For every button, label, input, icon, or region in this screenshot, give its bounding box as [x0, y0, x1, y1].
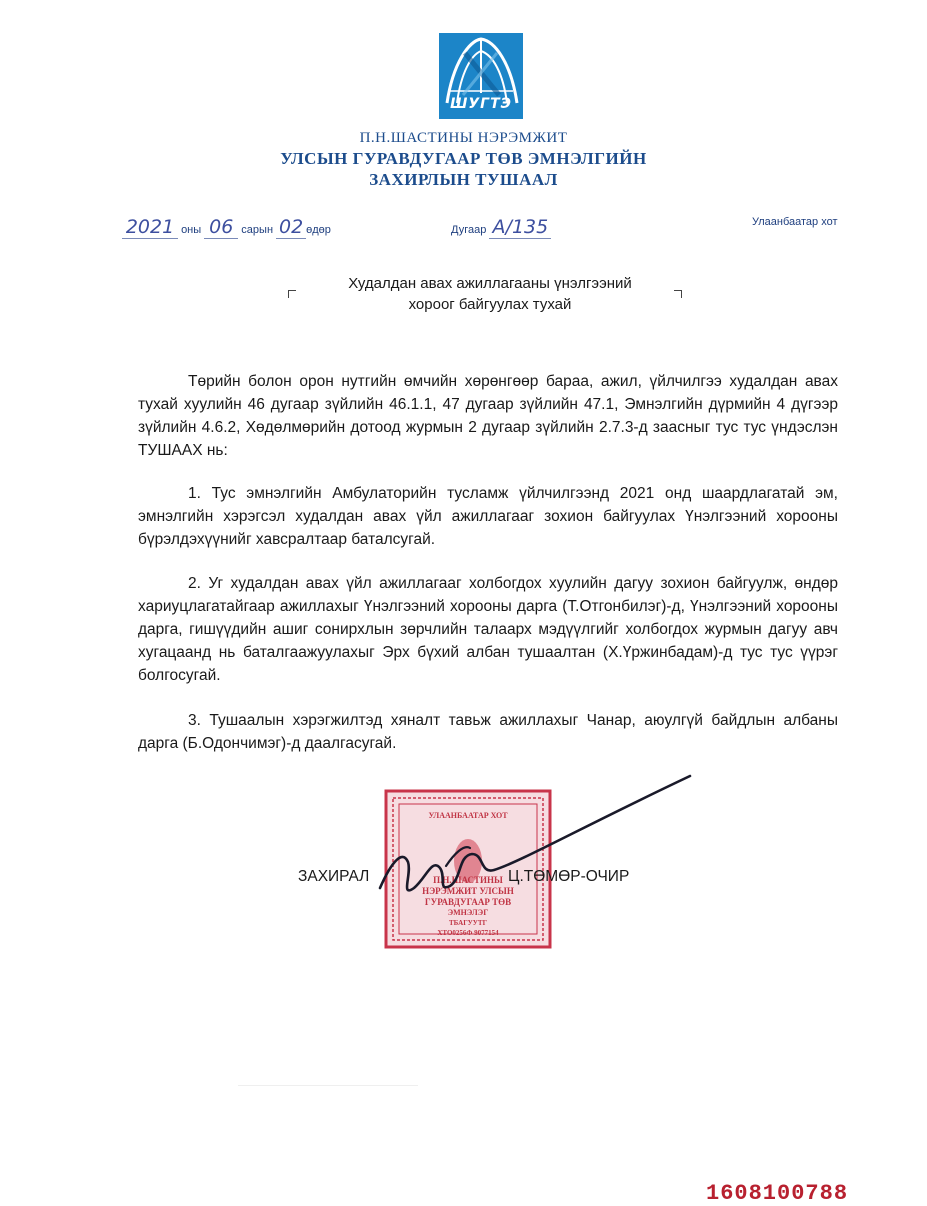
- handwritten-signature-icon: [350, 770, 710, 910]
- stamp-line-6: ХТО0256Ф 9077154: [437, 929, 499, 937]
- preamble-paragraph: Төрийн болон орон нутгийн өмчийн хөрөнгөөр бараа, ажил, үйлчилгээ худалдан авах тухай хуулийн 46 дугаар зүйлийн 46.1.1, 47 дугаар зүйлийн 47.1, Эмнэлгийн дүрмийн 4 дүгээр зүйлийн 4.6.2, Хөдөлмөрийн дотоод журмын 2 дугаар зүйлийн 2.7.3-д заасныг тус тус үндэслэн ТУШААХ нь:: [138, 373, 838, 459]
- date-month-suffix: сарын: [241, 224, 274, 236]
- subject-line-1: Худалдан авах ажиллагааны үнэлгээний: [348, 275, 632, 292]
- order-item-3: 3. Тушаалын хэрэгжилтэд хяналт тавьж ажиллахыг Чанар, аюулгүй байдлын албаны дарга (Б.Одончимэг)-д даалгасугай.: [138, 712, 838, 752]
- header-line-3: ЗАХИРЛЫН ТУШААЛ: [369, 170, 558, 189]
- order-subject: [300, 273, 680, 315]
- order-number-row: [451, 216, 551, 239]
- stamp-line-4: ЭМНЭЛЭГ: [447, 908, 489, 917]
- show-through-marks: [238, 1085, 418, 1114]
- date-month: 06: [204, 216, 238, 239]
- date-day-suffix: өдөр: [306, 224, 331, 236]
- subject-corner-left: [288, 290, 296, 298]
- date-year-suffix: оны: [181, 224, 202, 236]
- order-item-2: 2. Уг худалдан авах үйл ажиллагааг холбогдох хуулийн дагуу зохион байгуулж, өндөр хариуцлагатайгаар ажиллахыг Үнэлгээний хорооны дарга (Т.Отгонбилэг)-д, Үнэлгээний хорооны дарга, гишүүдийн ашиг сонирхлын зөрчлийн талаарх мэдүүлгийг холбогдох журмын дагуу авч хугацаанд нь баталгаажуулахыг Эрх бүхий албан тушаалтан (Х.Үржинбадам)-д тус тус үүрэг болгосугай.: [138, 575, 838, 684]
- order-item-1: 1. Тус эмнэлгийн Амбулаторийн тусламж үйлчилгээнд 2021 онд шаардлагатай эм, эмнэлгийн хэрэгсэл худалдан авах үйл ажиллагааг зохион байгуулах Үнэлгээний хорооны бүрэлдэхүүнийг хавсралтаар баталсугай.: [138, 485, 838, 548]
- order-number-value: А/135: [489, 216, 551, 239]
- place-label: Улаанбаатар хот: [752, 216, 838, 228]
- subject-line-2: хороог байгуулах тухай: [408, 296, 572, 313]
- date-row: [122, 216, 331, 239]
- stamp-city: УЛААНБААТАР ХОТ: [428, 811, 508, 820]
- document-serial-number: 1608100788: [706, 1181, 849, 1206]
- stamp-line-5: ТБАГУУТГ: [448, 919, 488, 927]
- header-line-1: П.Н.ШАСТИНЫ НЭРЭМЖИТ: [359, 130, 568, 146]
- stamp-line-3: ГУРАВДУГААР ТӨВ: [424, 897, 512, 907]
- stamp-line-2: НЭРЭМЖИТ УЛСЫН: [422, 886, 514, 896]
- signatory-name: Ц.ТӨМӨР-ОЧИР: [508, 868, 630, 885]
- logo-text: ШУГТЭ: [450, 96, 512, 112]
- date-day: 02: [276, 216, 306, 239]
- date-year: 2021: [122, 216, 178, 239]
- signatory-title: ЗАХИРАЛ: [298, 868, 370, 885]
- stamp-line-1: П.Н.ШАСТИНЫ: [433, 875, 503, 885]
- order-number-label: Дугаар: [451, 224, 487, 236]
- header-line-2: УЛСЫН ГУРАВДУГААР ТӨВ ЭМНЭЛГИЙН: [280, 149, 647, 168]
